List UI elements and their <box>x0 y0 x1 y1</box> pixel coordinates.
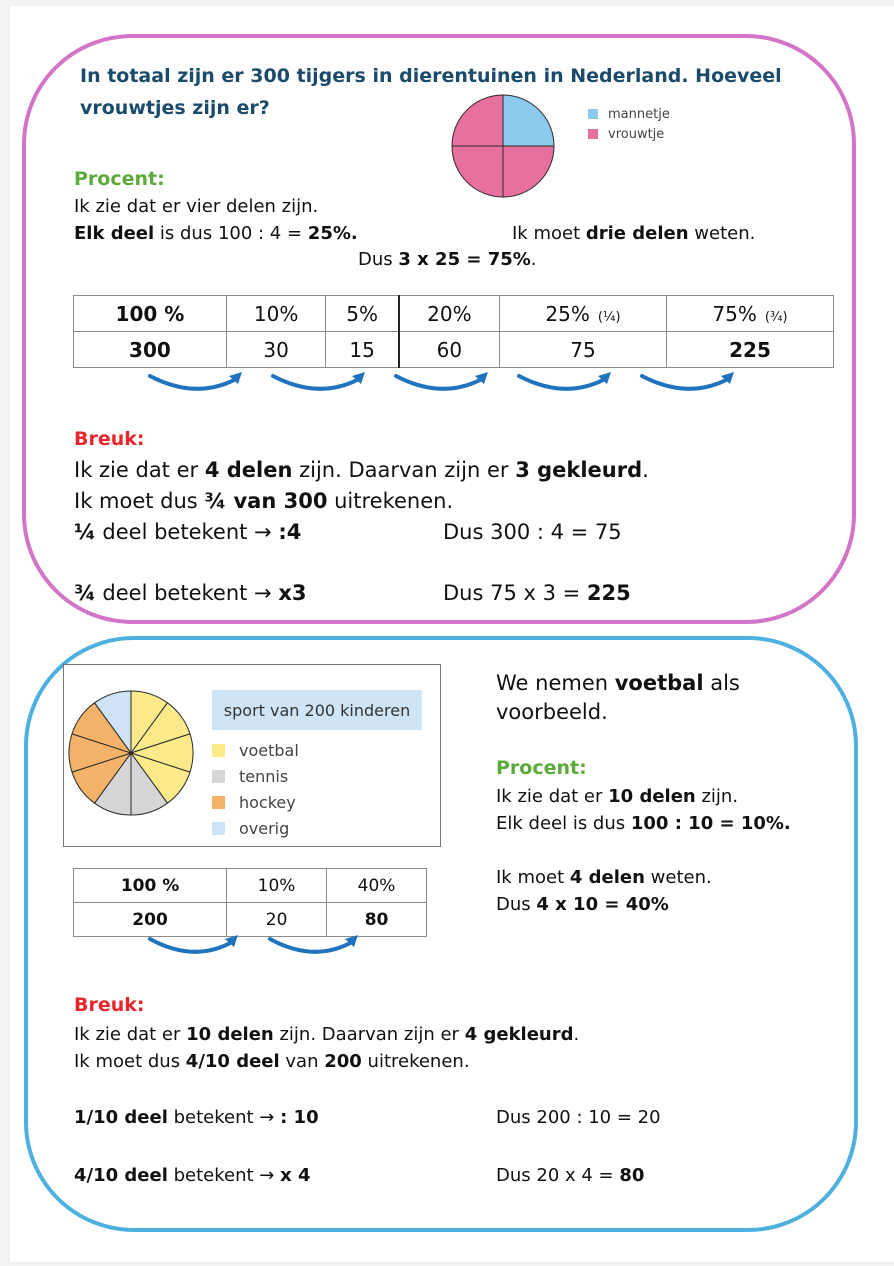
curved-arrow-icon <box>150 372 242 389</box>
legend-label: voetbal <box>239 740 299 760</box>
breuk-line-4-result: Dus 20 x 4 = 80 <box>496 1165 645 1186</box>
table-cell <box>327 869 427 903</box>
table-cell <box>326 332 399 368</box>
legend-item-hockey <box>212 789 299 815</box>
legend-label: hockey <box>239 792 296 812</box>
cell-fraction-note: (¾) <box>764 309 788 325</box>
legend-label: overig <box>239 818 290 838</box>
table-cell <box>74 903 227 937</box>
table-row-amount <box>74 332 834 368</box>
procent-line-2: Elk deel is dus 100 : 10 = 10%. <box>496 813 791 834</box>
cell-value: 10% <box>253 301 299 326</box>
table-cell <box>327 903 427 937</box>
curved-arrow-icon <box>150 935 238 952</box>
procent-line-1: Ik zie dat er 10 delen zijn. <box>496 786 739 807</box>
breuk-line-3: 1/10 deel betekent → : 10 <box>74 1107 319 1128</box>
table-cell <box>74 332 227 368</box>
table-cell <box>326 296 399 332</box>
tiger-pie-chart <box>450 93 556 199</box>
legend-item-overig <box>212 815 299 841</box>
legend-item-mannetje <box>588 104 670 124</box>
tiger-legend <box>588 104 670 144</box>
procent-line-3: Ik moet drie delen weten. <box>512 223 756 244</box>
ratio-table-tigers <box>73 295 834 368</box>
cell-value: 80 <box>364 909 389 930</box>
breuk-line-3-result: Dus 200 : 10 = 20 <box>496 1107 661 1128</box>
table-cell <box>666 332 833 368</box>
sport-pie-chart <box>67 689 195 817</box>
legend-item-tennis <box>212 763 299 789</box>
legend-swatch <box>588 129 598 139</box>
procent-heading: Procent: <box>496 757 587 779</box>
legend-swatch <box>212 822 225 835</box>
legend-swatch <box>212 770 225 783</box>
cell-value: 10% <box>257 875 296 896</box>
procent-line-4: Dus 4 x 10 = 40% <box>496 894 669 915</box>
table-cell <box>226 332 326 368</box>
curved-arrow-icon <box>270 935 358 952</box>
cell-value: 20% <box>427 301 472 326</box>
cell-value: 100 % <box>120 875 180 896</box>
procent-line-3: Ik moet 4 delen weten. <box>496 867 712 888</box>
cell-value: 15 <box>349 337 375 362</box>
breuk-line-4-result: Dus 75 x 3 = 225 <box>443 581 631 605</box>
legend-label: mannetje <box>608 106 670 122</box>
breuk-line-4: ¾ deel betekent → x3 <box>74 581 307 605</box>
legend-item-voetbal <box>212 737 299 763</box>
cell-value: 75 <box>570 337 596 362</box>
legend-swatch <box>588 109 598 119</box>
curved-arrow-icon <box>396 372 488 389</box>
legend-swatch <box>212 744 225 757</box>
pie-slice-vrouwtje <box>452 146 503 197</box>
table-cell <box>499 296 666 332</box>
question-line-1: In totaal zijn er 300 tijgers in dierentuinen in Nederland. Hoeveel <box>80 65 782 87</box>
table-cell <box>666 296 833 332</box>
legend-label: vrouwtje <box>608 126 665 142</box>
cell-value: 75% <box>712 301 757 326</box>
legend-item-vrouwtje <box>588 124 670 144</box>
table-row-percent <box>74 296 834 332</box>
curved-arrow-icon <box>519 372 611 389</box>
intro-line-1: We nemen voetbal als <box>496 671 740 695</box>
breuk-line-3-result: Dus 300 : 4 = 75 <box>443 520 622 544</box>
cell-value: 300 <box>129 337 171 362</box>
pie-slice-vrouwtje <box>452 95 503 146</box>
table-row-amount <box>74 903 427 937</box>
intro-line-2: voorbeeld. <box>496 700 608 724</box>
cell-value: 20 <box>265 909 288 930</box>
table-cell <box>499 332 666 368</box>
cell-value: 100 % <box>115 301 185 326</box>
breuk-line-2: Ik moet dus 4/10 deel van 200 uitrekenen. <box>74 1051 470 1072</box>
cell-value: 225 <box>729 337 771 362</box>
table-cell <box>399 332 500 368</box>
breuk-line-2: Ik moet dus ¾ van 300 uitrekenen. <box>74 489 454 513</box>
pie-slice-mannetje <box>503 95 554 146</box>
procent-line-1: Ik zie dat er vier delen zijn. <box>74 196 319 217</box>
arrow-group <box>140 933 380 958</box>
legend-swatch <box>212 796 225 809</box>
pie-slice-vrouwtje <box>503 146 554 197</box>
cell-fraction-note: (¼) <box>597 309 621 325</box>
procent-line-2: Elk deel is dus 100 : 4 = 25%. <box>74 223 358 244</box>
table-cell <box>226 296 326 332</box>
table-cell <box>74 869 227 903</box>
breuk-line-4: 4/10 deel betekent → x 4 <box>74 1165 311 1186</box>
cell-value: 5% <box>346 301 378 326</box>
table-cell <box>227 869 327 903</box>
question-line-2: vrouwtjes zijn er? <box>80 97 270 119</box>
breuk-line-1: Ik zie dat er 10 delen zijn. Daarvan zijn er 4 gekleurd. <box>74 1024 580 1045</box>
legend-label: tennis <box>239 766 289 786</box>
curved-arrow-icon <box>642 372 734 389</box>
table-row-percent <box>74 869 427 903</box>
procent-heading: Procent: <box>74 168 165 190</box>
table-cell <box>399 296 500 332</box>
breuk-line-3: ¼ deel betekent → :4 <box>74 520 302 544</box>
procent-line-4: Dus 3 x 25 = 75%. <box>358 249 537 270</box>
breuk-heading: Breuk: <box>74 428 145 450</box>
cell-value: 60 <box>436 337 463 362</box>
cell-value: 25% <box>545 301 590 326</box>
table-cell <box>74 296 227 332</box>
sport-chart-box <box>63 664 441 847</box>
cell-value: 200 <box>132 909 168 930</box>
cell-value: 40% <box>357 875 396 896</box>
cell-value: 30 <box>263 337 289 362</box>
breuk-line-1: Ik zie dat er 4 delen zijn. Daarvan zijn er 3 gekleurd. <box>74 458 649 482</box>
arrow-group <box>140 370 780 405</box>
chart-title: sport van 200 kinderen <box>212 690 422 730</box>
sport-legend <box>212 737 299 841</box>
table-cell <box>227 903 327 937</box>
breuk-heading: Breuk: <box>74 994 145 1016</box>
curved-arrow-icon <box>273 372 365 389</box>
ratio-table-sport <box>73 868 427 937</box>
